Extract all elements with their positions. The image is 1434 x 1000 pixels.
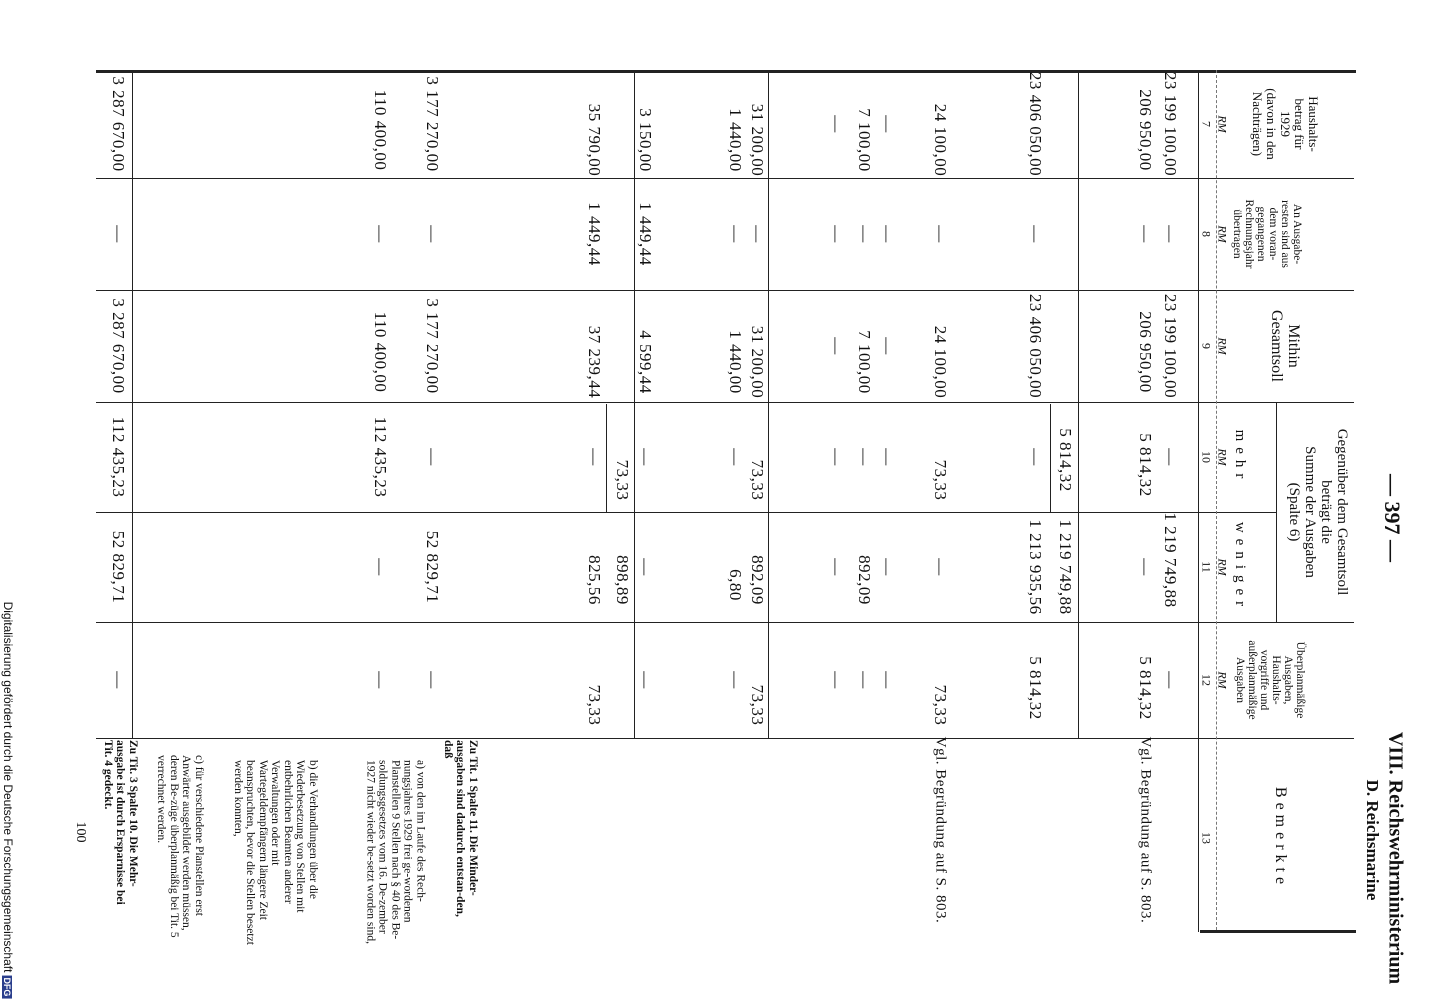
cell-g5-c9a: 3 177 270,00 xyxy=(423,298,442,394)
cell-total-c12: — xyxy=(109,671,128,689)
cell-s2-c8: 1 449,44 xyxy=(636,202,655,266)
cell-g5-c8b: — xyxy=(371,225,390,243)
cell-g4-c9b: 1 440,00 xyxy=(726,330,745,394)
cell-s2-c12: — xyxy=(636,671,655,689)
cell-total-c8: — xyxy=(109,225,128,243)
footnote-tit1: Zu Tit. 1 Spalte 11. Die Minder-ausgaben sind dadurch entstan-den, daß xyxy=(441,740,479,917)
cell-s2-c9: 4 599,44 xyxy=(636,330,655,394)
unit-col-11: RM xyxy=(1215,558,1230,576)
unit-row-rule xyxy=(1216,70,1217,930)
cell-g2-c7: 24 100,00 xyxy=(931,103,950,177)
cell-s1-c11b: 1 213 935,56 xyxy=(1026,519,1045,615)
num-col-8: 8 xyxy=(1199,231,1214,237)
cell-g3-c12c: — xyxy=(827,671,846,689)
cell-g4-c7b: 1 440,00 xyxy=(726,108,745,172)
cell-s1-c10a: 5 814,32 xyxy=(1056,428,1075,492)
cell-g1-c12b: 5 814,32 xyxy=(1136,656,1155,720)
cell-g4-c8b: — xyxy=(726,225,745,243)
cell-s3-c7: 35 790,00 xyxy=(585,103,604,177)
cell-g2-c9: 24 100,00 xyxy=(931,325,950,399)
col-rule-9-10 xyxy=(96,402,1354,403)
cell-s1-c8: — xyxy=(1026,225,1045,243)
cell-g5-c7b: 110 400,00 xyxy=(371,89,390,171)
cell-g5-c11a: 52 829,71 xyxy=(423,530,442,604)
header-col-10: mehr xyxy=(1232,429,1248,485)
cell-g1-c7a: 23 199 100,00 xyxy=(1161,71,1180,177)
cell-g1-c12a: — xyxy=(1161,671,1180,689)
num-col-11: 11 xyxy=(1199,561,1214,573)
bracket-weniger xyxy=(606,404,607,512)
header-col-10-11: Gegenüber dem Gesamtsoll beträgt die Summe der Ausgaben (Spalte 6) xyxy=(1286,428,1350,596)
cell-g3-c9a: — xyxy=(878,337,897,355)
cell-g3-c11a: — xyxy=(878,558,897,576)
cell-g2-c12: 73,33 xyxy=(931,684,950,726)
footnote-tit1-c: c) für verschiedene Planstellen erst Anwärter ausgebildet werden müssen, deren Be-züge überplanmäßig bei Tit. 5 verrechnet werden. xyxy=(155,755,205,938)
cell-g3-c11c: — xyxy=(827,558,846,576)
cell-g2-c13: Vgl. Begründung auf S. 803. xyxy=(932,736,949,924)
header-rule xyxy=(1198,70,1199,932)
cell-g1-c11b: — xyxy=(1136,558,1155,576)
cell-total-c10: 112 435,23 xyxy=(109,416,128,498)
cell-g1-c9a: 23 199 100,00 xyxy=(1161,293,1180,399)
cell-g3-c11b: 892,09 xyxy=(855,555,874,605)
cell-s1-c11a: 1 219 749,88 xyxy=(1056,519,1075,615)
col-rule-8-9 xyxy=(96,290,1354,291)
cell-g3-c8a: — xyxy=(878,225,897,243)
header-col-11: weniger xyxy=(1232,521,1248,613)
chapter-title: VIII. Reichswehrministerium xyxy=(1384,731,1407,985)
cell-g4-c9a: 31 200,00 xyxy=(748,325,767,399)
cell-g3-c10c: — xyxy=(827,448,846,466)
unit-col-7: RM xyxy=(1215,115,1230,133)
cell-g1-c8a: — xyxy=(1161,225,1180,243)
unit-col-10: RM xyxy=(1215,448,1230,466)
cell-g3-c10b: — xyxy=(855,448,874,466)
col-rule-10-11 xyxy=(96,512,1276,513)
cell-g3-c9c: — xyxy=(827,337,846,355)
row-rule-4 xyxy=(132,70,133,738)
cell-s2-c10: — xyxy=(636,448,655,466)
row-rule-2 xyxy=(768,70,769,738)
cell-g2-c11: — xyxy=(931,558,950,576)
header-col-8: An Ausgabe- resten sind aus dem voran- gegangenen Rechnungsjahr übertragen xyxy=(1231,199,1303,269)
cell-s2-c7: 3 150,00 xyxy=(636,108,655,172)
cell-g5-c10a: — xyxy=(423,448,442,466)
cell-g5-c10b: 112 435,23 xyxy=(371,416,390,498)
cell-s3-c10b: — xyxy=(585,448,604,466)
dfg-logo: DFG xyxy=(2,977,12,997)
unit-col-8: RM xyxy=(1215,225,1230,243)
cell-s3-c11b: 825,56 xyxy=(585,555,604,605)
cell-g3-c7b: 7 100,00 xyxy=(855,108,874,172)
cell-g4-c10b: — xyxy=(726,448,745,466)
cell-s3-c9: 37 239,44 xyxy=(585,325,604,399)
col-rule-11-12 xyxy=(96,622,1354,623)
footnote-tit1-a: a) von den im Laufe des Rech-nungsjahres 1929 frei ge-wordenen Planstellen 9 Stellen nach § 40 des Be-soldungsgesetzes vom 16. De-zember 1927 nicht wieder be-setzt worden sind, xyxy=(364,760,427,944)
cell-g4-c12b: — xyxy=(726,671,745,689)
footnote-tit1-b: b) die Verhandlungen über die Wiederbesetzung von Stellen mit entbehrlichen Beamten anderer Verwaltungen oder mit Wartegeldempfängern längere Zeit beanspruchten, bevor die Stellen besetzt werden konnten, xyxy=(231,760,319,945)
cell-g1-c9b: 206 950,00 xyxy=(1136,311,1155,393)
num-col-13: 13 xyxy=(1199,832,1214,844)
subheader-rule xyxy=(1276,402,1277,622)
cell-g2-c8: — xyxy=(931,225,950,243)
cell-g1-c10b: 5 814,32 xyxy=(1136,433,1155,497)
cell-g4-c11a: 892,09 xyxy=(748,555,767,605)
cell-total-c7: 3 287 670,00 xyxy=(109,76,128,172)
cell-s1-c7: 23 406 050,00 xyxy=(1026,71,1045,177)
cell-g4-c10a: 73,33 xyxy=(748,459,767,501)
cell-g5-c7a: 3 177 270,00 xyxy=(423,76,442,172)
cell-g3-c12b: — xyxy=(855,671,874,689)
footnote-tit3: Zu Tit. 3 Spalte 10. Die Mehr-ausgabe ist durch Ersparnisse bei Tit. 4 gedeckt. xyxy=(101,740,139,905)
cell-g3-c9b: 7 100,00 xyxy=(855,330,874,394)
cell-g2-c10: 73,33 xyxy=(931,459,950,501)
num-col-7: 7 xyxy=(1199,121,1214,127)
page-number-top: — 397 — xyxy=(1380,474,1405,562)
cell-g5-c8a: — xyxy=(423,225,442,243)
cell-g3-c10a: — xyxy=(878,448,897,466)
cell-s1-c10b: — xyxy=(1026,448,1045,466)
cell-g3-c8c: — xyxy=(827,225,846,243)
cell-g4-c7a: 31 200,00 xyxy=(748,103,767,177)
num-col-10: 10 xyxy=(1199,451,1214,463)
cell-g4-c12a: 73,33 xyxy=(748,684,767,726)
bracket-mehr xyxy=(1050,404,1051,512)
header-col-12: Überplanmäßige Ausgaben, Haushalts- vorgriffe und außerplanmäßige Ausgaben xyxy=(1234,640,1306,720)
cell-s3-c8: 1 449,44 xyxy=(585,202,604,266)
cell-g3-c7c: — xyxy=(827,115,846,133)
side-credit: Digitalisierung gefördert durch die Deutsche ForschungsgemeinschaftDFG xyxy=(1,601,15,997)
section-title: D. Reichsmarine xyxy=(1363,779,1382,901)
cell-g5-c9b: 110 400,00 xyxy=(371,311,390,393)
cell-s2-c11: — xyxy=(636,558,655,576)
cell-g1-c8b: — xyxy=(1136,225,1155,243)
num-col-9: 9 xyxy=(1199,343,1214,349)
cell-s3-c12: 73,33 xyxy=(585,684,604,726)
cell-s3-c11a: 898,89 xyxy=(613,555,632,605)
cell-s1-c12: 5 814,32 xyxy=(1026,656,1045,720)
col-rule-12-13 xyxy=(96,738,1354,739)
cell-g4-c11b: 6,80 xyxy=(726,569,745,601)
cell-g1-c11a: 1 219 749,88 xyxy=(1161,512,1180,608)
cell-g5-c11b: — xyxy=(371,558,390,576)
col-rule-7-8 xyxy=(96,178,1354,179)
cell-g3-c8b: — xyxy=(855,225,874,243)
header-col-7: Haushalts- betrag für 1929 (davon in den Nachträgen) xyxy=(1250,88,1321,160)
cell-total-c9: 3 287 670,00 xyxy=(109,298,128,394)
cell-g1-c10a: — xyxy=(1161,448,1180,466)
table-bottom-rule xyxy=(1200,930,1356,933)
cell-total-c11: 52 829,71 xyxy=(109,530,128,604)
header-col-9: Mithin Gesamtsoll xyxy=(1268,310,1302,382)
cell-g4-c8a: — xyxy=(748,225,767,243)
num-col-12: 12 xyxy=(1199,674,1214,686)
cell-g1-c13: Vgl. Begründung auf S. 803. xyxy=(1137,736,1154,924)
unit-col-9: RM xyxy=(1215,337,1230,355)
page-number-bottom: 100 xyxy=(73,821,88,843)
cell-g3-c12a: — xyxy=(878,671,897,689)
header-col-13: Bemerkte xyxy=(1272,786,1289,890)
row-rule-1 xyxy=(1078,70,1079,738)
cell-g5-c12a: — xyxy=(423,671,442,689)
cell-g5-c12b: — xyxy=(371,671,390,689)
cell-g3-c7a: — xyxy=(878,115,897,133)
cell-g1-c7b: 206 950,00 xyxy=(1136,89,1155,171)
unit-col-12: RM xyxy=(1215,671,1230,689)
cell-s1-c9: 23 406 050,00 xyxy=(1026,293,1045,399)
cell-s3-c10a: 73,33 xyxy=(613,459,632,501)
